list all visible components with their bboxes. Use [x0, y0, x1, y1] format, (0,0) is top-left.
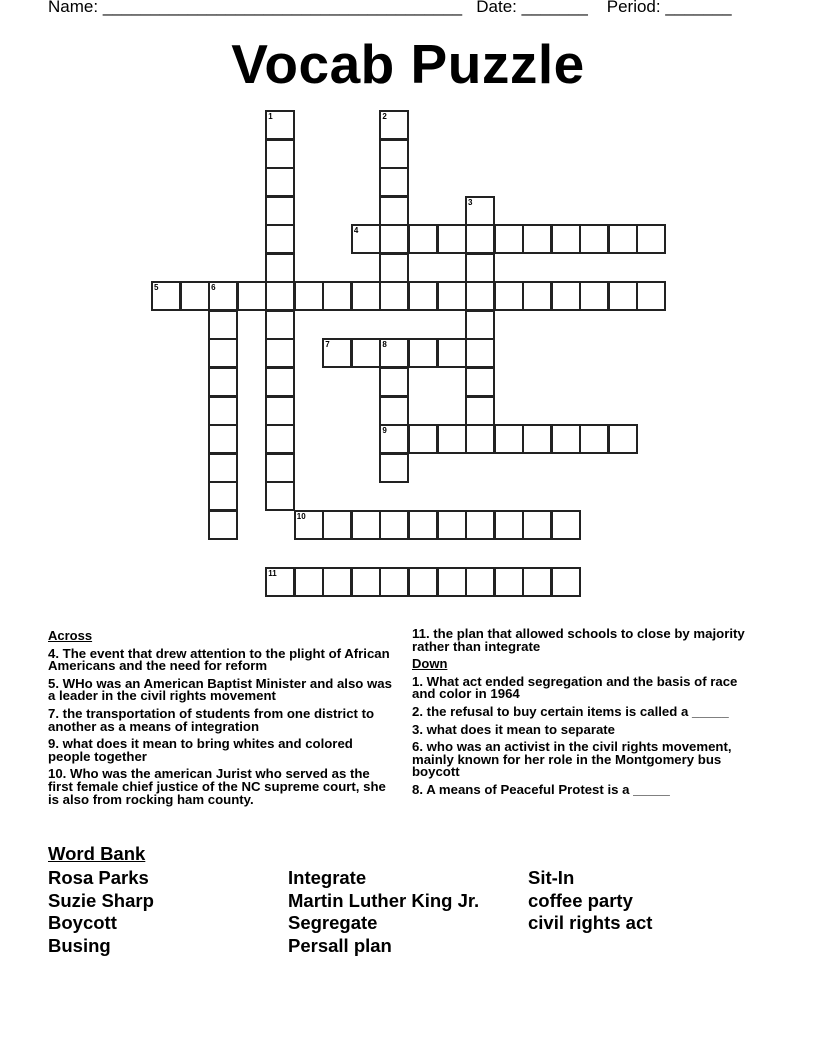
- clue-number: 4.: [48, 645, 59, 661]
- crossword-cell[interactable]: [494, 281, 524, 311]
- crossword-cell[interactable]: [351, 567, 381, 597]
- word-bank-column-1: [48, 867, 154, 958]
- crossword-cell[interactable]: [265, 167, 295, 197]
- clue-down-8: [412, 781, 762, 797]
- word-bank-column-3: [528, 867, 652, 935]
- crossword-cell[interactable]: [379, 196, 409, 226]
- crossword-cell[interactable]: [494, 224, 524, 254]
- clue-text: who was an activist in the civil rights movement, mainly known for her role in the Montgomery bus boycott: [412, 739, 732, 780]
- crossword-cell[interactable]: [465, 396, 495, 426]
- crossword-cell[interactable]: [408, 567, 438, 597]
- word-bank-item: Busing: [48, 935, 111, 957]
- crossword-cell[interactable]: [265, 396, 295, 426]
- crossword-cell[interactable]: [351, 510, 381, 540]
- down-heading: Down: [412, 656, 448, 672]
- cell-number: 7: [325, 340, 330, 350]
- crossword-cell[interactable]: [379, 167, 409, 197]
- word-bank-item: civil rights act: [528, 912, 653, 934]
- crossword-cell[interactable]: [265, 310, 295, 340]
- clue-text: WHo was an American Baptist Minister and also was a leader in the civil rights movement: [48, 675, 392, 704]
- crossword-cell[interactable]: [379, 253, 409, 283]
- name-blank[interactable]: ______________________________________: [102, 0, 463, 16]
- crossword-cell[interactable]: [608, 224, 638, 254]
- clue-text: what does it mean to separate: [426, 721, 616, 737]
- crossword-cell[interactable]: [351, 338, 381, 368]
- clue-text: what does it mean to bring whites and colored people together: [48, 736, 353, 764]
- crossword-cell[interactable]: [208, 481, 238, 511]
- crossword-cell[interactable]: [465, 253, 495, 283]
- word-bank-item: Rosa Parks: [48, 867, 149, 888]
- word-bank-title: Word Bank: [48, 843, 146, 864]
- crossword-cell[interactable]: [265, 224, 295, 254]
- word-bank-item: Persall plan: [288, 935, 392, 957]
- clue-text: A means of Peaceful Protest is a _____: [426, 781, 670, 797]
- clues-right-column: [412, 628, 762, 802]
- clue-number: 10.: [48, 766, 67, 782]
- cell-number: 9: [382, 426, 387, 436]
- clue-number: 11.: [412, 626, 430, 641]
- crossword-cell[interactable]: [322, 510, 352, 540]
- word-bank-item: Integrate: [288, 867, 367, 888]
- crossword-cell[interactable]: [437, 567, 467, 597]
- crossword-cell[interactable]: [265, 424, 295, 454]
- crossword-cell[interactable]: [294, 510, 324, 540]
- clue-text: What act ended segregation and the basis of race and color in 1964: [412, 673, 738, 702]
- clue-number: 3.: [412, 721, 423, 737]
- crossword-cell[interactable]: [608, 424, 638, 454]
- word-bank-item: coffee party: [528, 889, 633, 911]
- crossword-cell[interactable]: [265, 110, 295, 140]
- crossword-cell[interactable]: [465, 281, 495, 311]
- crossword-cell[interactable]: [408, 424, 438, 454]
- date-label: Date:: [476, 0, 517, 16]
- crossword-cell[interactable]: [208, 338, 238, 368]
- clue-text: the transportation of students from one district to another as a means of integration: [48, 705, 375, 734]
- crossword-cell[interactable]: [265, 253, 295, 283]
- clue-down-2: [412, 703, 762, 719]
- crossword-cell[interactable]: [379, 224, 409, 254]
- cell-number: 4: [353, 226, 359, 236]
- crossword-cell[interactable]: [465, 567, 495, 597]
- crossword-cell[interactable]: [522, 567, 552, 597]
- crossword-cell[interactable]: [465, 367, 495, 397]
- crossword-cell[interactable]: [322, 281, 352, 311]
- clue-number: 7.: [48, 705, 59, 721]
- crossword-cell[interactable]: [379, 453, 409, 483]
- cell-number: 6: [211, 283, 216, 293]
- crossword-cell[interactable]: [265, 453, 295, 483]
- clue-across-9: [48, 738, 398, 763]
- crossword-cell[interactable]: [437, 224, 467, 254]
- clue-across-11: [412, 628, 762, 653]
- name-label: Name:: [48, 0, 99, 16]
- crossword-cell[interactable]: [408, 224, 438, 254]
- crossword-cell[interactable]: [465, 310, 495, 340]
- crossword-cell[interactable]: [465, 338, 495, 368]
- period-blank[interactable]: _______: [665, 0, 732, 16]
- crossword-cell[interactable]: [265, 281, 295, 311]
- date-blank[interactable]: _______: [521, 0, 588, 16]
- clue-text: The event that drew attention to the plight of African Americans and the need for reform: [48, 645, 390, 674]
- across-heading: Across: [48, 628, 93, 643]
- crossword-cell[interactable]: [522, 510, 552, 540]
- crossword-cell[interactable]: [151, 281, 181, 311]
- crossword-cell[interactable]: [465, 424, 495, 454]
- cell-number: 8: [382, 340, 387, 350]
- clue-number: 2.: [412, 703, 423, 719]
- crossword-cell[interactable]: [551, 224, 581, 254]
- crossword-cell[interactable]: [265, 481, 295, 511]
- clue-across-4: [48, 645, 398, 674]
- word-bank-item: Sit-In: [528, 867, 575, 888]
- crossword-cell[interactable]: [294, 281, 324, 311]
- crossword-cell[interactable]: [608, 281, 638, 311]
- crossword-cell[interactable]: [208, 396, 238, 426]
- crossword-cell[interactable]: [465, 510, 495, 540]
- crossword-cell[interactable]: [551, 567, 581, 597]
- word-bank-item: Boycott: [48, 912, 117, 934]
- crossword-cell[interactable]: [437, 510, 467, 540]
- crossword-cell[interactable]: [265, 196, 295, 226]
- crossword-cell[interactable]: [294, 567, 324, 597]
- crossword-cell[interactable]: [551, 424, 581, 454]
- crossword-cell[interactable]: [465, 196, 495, 226]
- crossword-cell[interactable]: [522, 224, 552, 254]
- crossword-cell[interactable]: [379, 338, 409, 368]
- crossword-cell[interactable]: [379, 367, 409, 397]
- crossword-cell[interactable]: [379, 281, 409, 311]
- crossword-cell[interactable]: [379, 139, 409, 169]
- crossword-cell[interactable]: [551, 510, 581, 540]
- clue-across-7: [48, 705, 398, 734]
- crossword-cell[interactable]: [494, 510, 524, 540]
- clue-number: 8.: [412, 781, 423, 797]
- crossword-cell[interactable]: [351, 281, 381, 311]
- crossword-cell[interactable]: [265, 367, 295, 397]
- clue-number: 1.: [412, 673, 423, 689]
- cell-number: 10: [296, 511, 306, 521]
- crossword-cell[interactable]: [265, 139, 295, 169]
- crossword-cell[interactable]: [465, 224, 495, 254]
- crossword-cell[interactable]: [437, 338, 467, 368]
- crossword-cell[interactable]: [579, 281, 609, 311]
- crossword-cell[interactable]: [408, 281, 438, 311]
- crossword-cell[interactable]: [322, 567, 352, 597]
- crossword-cell[interactable]: [379, 110, 409, 140]
- clue-text: Who was the american Jurist who served as the first female chief justice of the NC supreme court, she is also from rocking ham county.: [48, 766, 386, 807]
- crossword-cell[interactable]: [636, 281, 666, 311]
- crossword-cell[interactable]: [437, 424, 467, 454]
- crossword-cell[interactable]: [322, 338, 352, 368]
- crossword-cell[interactable]: [408, 338, 438, 368]
- clue-across-10: [48, 768, 398, 806]
- clues-left-column: [48, 628, 398, 811]
- cell-number: 1: [268, 112, 273, 121]
- clue-number: 9.: [48, 736, 59, 752]
- crossword-cell[interactable]: [265, 338, 295, 368]
- crossword-cell[interactable]: [265, 567, 295, 597]
- crossword-cell[interactable]: [208, 424, 238, 454]
- word-bank-item: Suzie Sharp: [48, 889, 154, 911]
- crossword-cell[interactable]: [579, 424, 609, 454]
- crossword-cell[interactable]: [522, 281, 552, 311]
- crossword-cell[interactable]: [379, 510, 409, 540]
- crossword-cell[interactable]: [379, 567, 409, 597]
- clue-across-5: [48, 675, 398, 704]
- period-label: Period:: [606, 0, 661, 16]
- crossword-cell[interactable]: [522, 424, 552, 454]
- crossword-cell[interactable]: [551, 281, 581, 311]
- crossword-cell[interactable]: [237, 281, 267, 311]
- crossword-cell[interactable]: [494, 424, 524, 454]
- clue-down-3: [412, 721, 762, 737]
- clue-number: 5.: [48, 675, 59, 691]
- clue-down-6: [412, 741, 762, 779]
- crossword-cell[interactable]: [180, 281, 210, 311]
- cell-number: 11: [268, 568, 277, 578]
- crossword-cell[interactable]: [494, 567, 524, 597]
- clue-text: the refusal to buy certain items is called a _____: [426, 703, 729, 719]
- word-bank-column-2: [288, 867, 479, 958]
- crossword-cell[interactable]: [208, 310, 238, 340]
- crossword-cell[interactable]: [636, 224, 666, 254]
- clue-text: the plan that allowed schools to close by majority rather than integrate: [412, 626, 745, 654]
- cell-number: 5: [154, 283, 159, 293]
- crossword-cell[interactable]: [379, 396, 409, 426]
- clue-down-1: [412, 673, 762, 702]
- page-title: Vocab Puzzle: [231, 33, 585, 95]
- crossword-cell[interactable]: [208, 281, 238, 311]
- crossword-cell[interactable]: [579, 224, 609, 254]
- crossword-cell[interactable]: [208, 367, 238, 397]
- word-bank-item: Segregate: [288, 912, 378, 934]
- crossword-cell[interactable]: [408, 510, 438, 540]
- crossword-cell[interactable]: [208, 510, 238, 540]
- crossword-cell[interactable]: [437, 281, 467, 311]
- crossword-cell[interactable]: [379, 424, 409, 454]
- clue-number: 6.: [412, 739, 423, 755]
- cell-number: 2: [382, 112, 387, 121]
- crossword-cell[interactable]: [351, 224, 381, 254]
- cell-number: 3: [468, 197, 473, 207]
- crossword-cell[interactable]: [208, 453, 238, 483]
- word-bank-item: Martin Luther King Jr.: [288, 889, 480, 911]
